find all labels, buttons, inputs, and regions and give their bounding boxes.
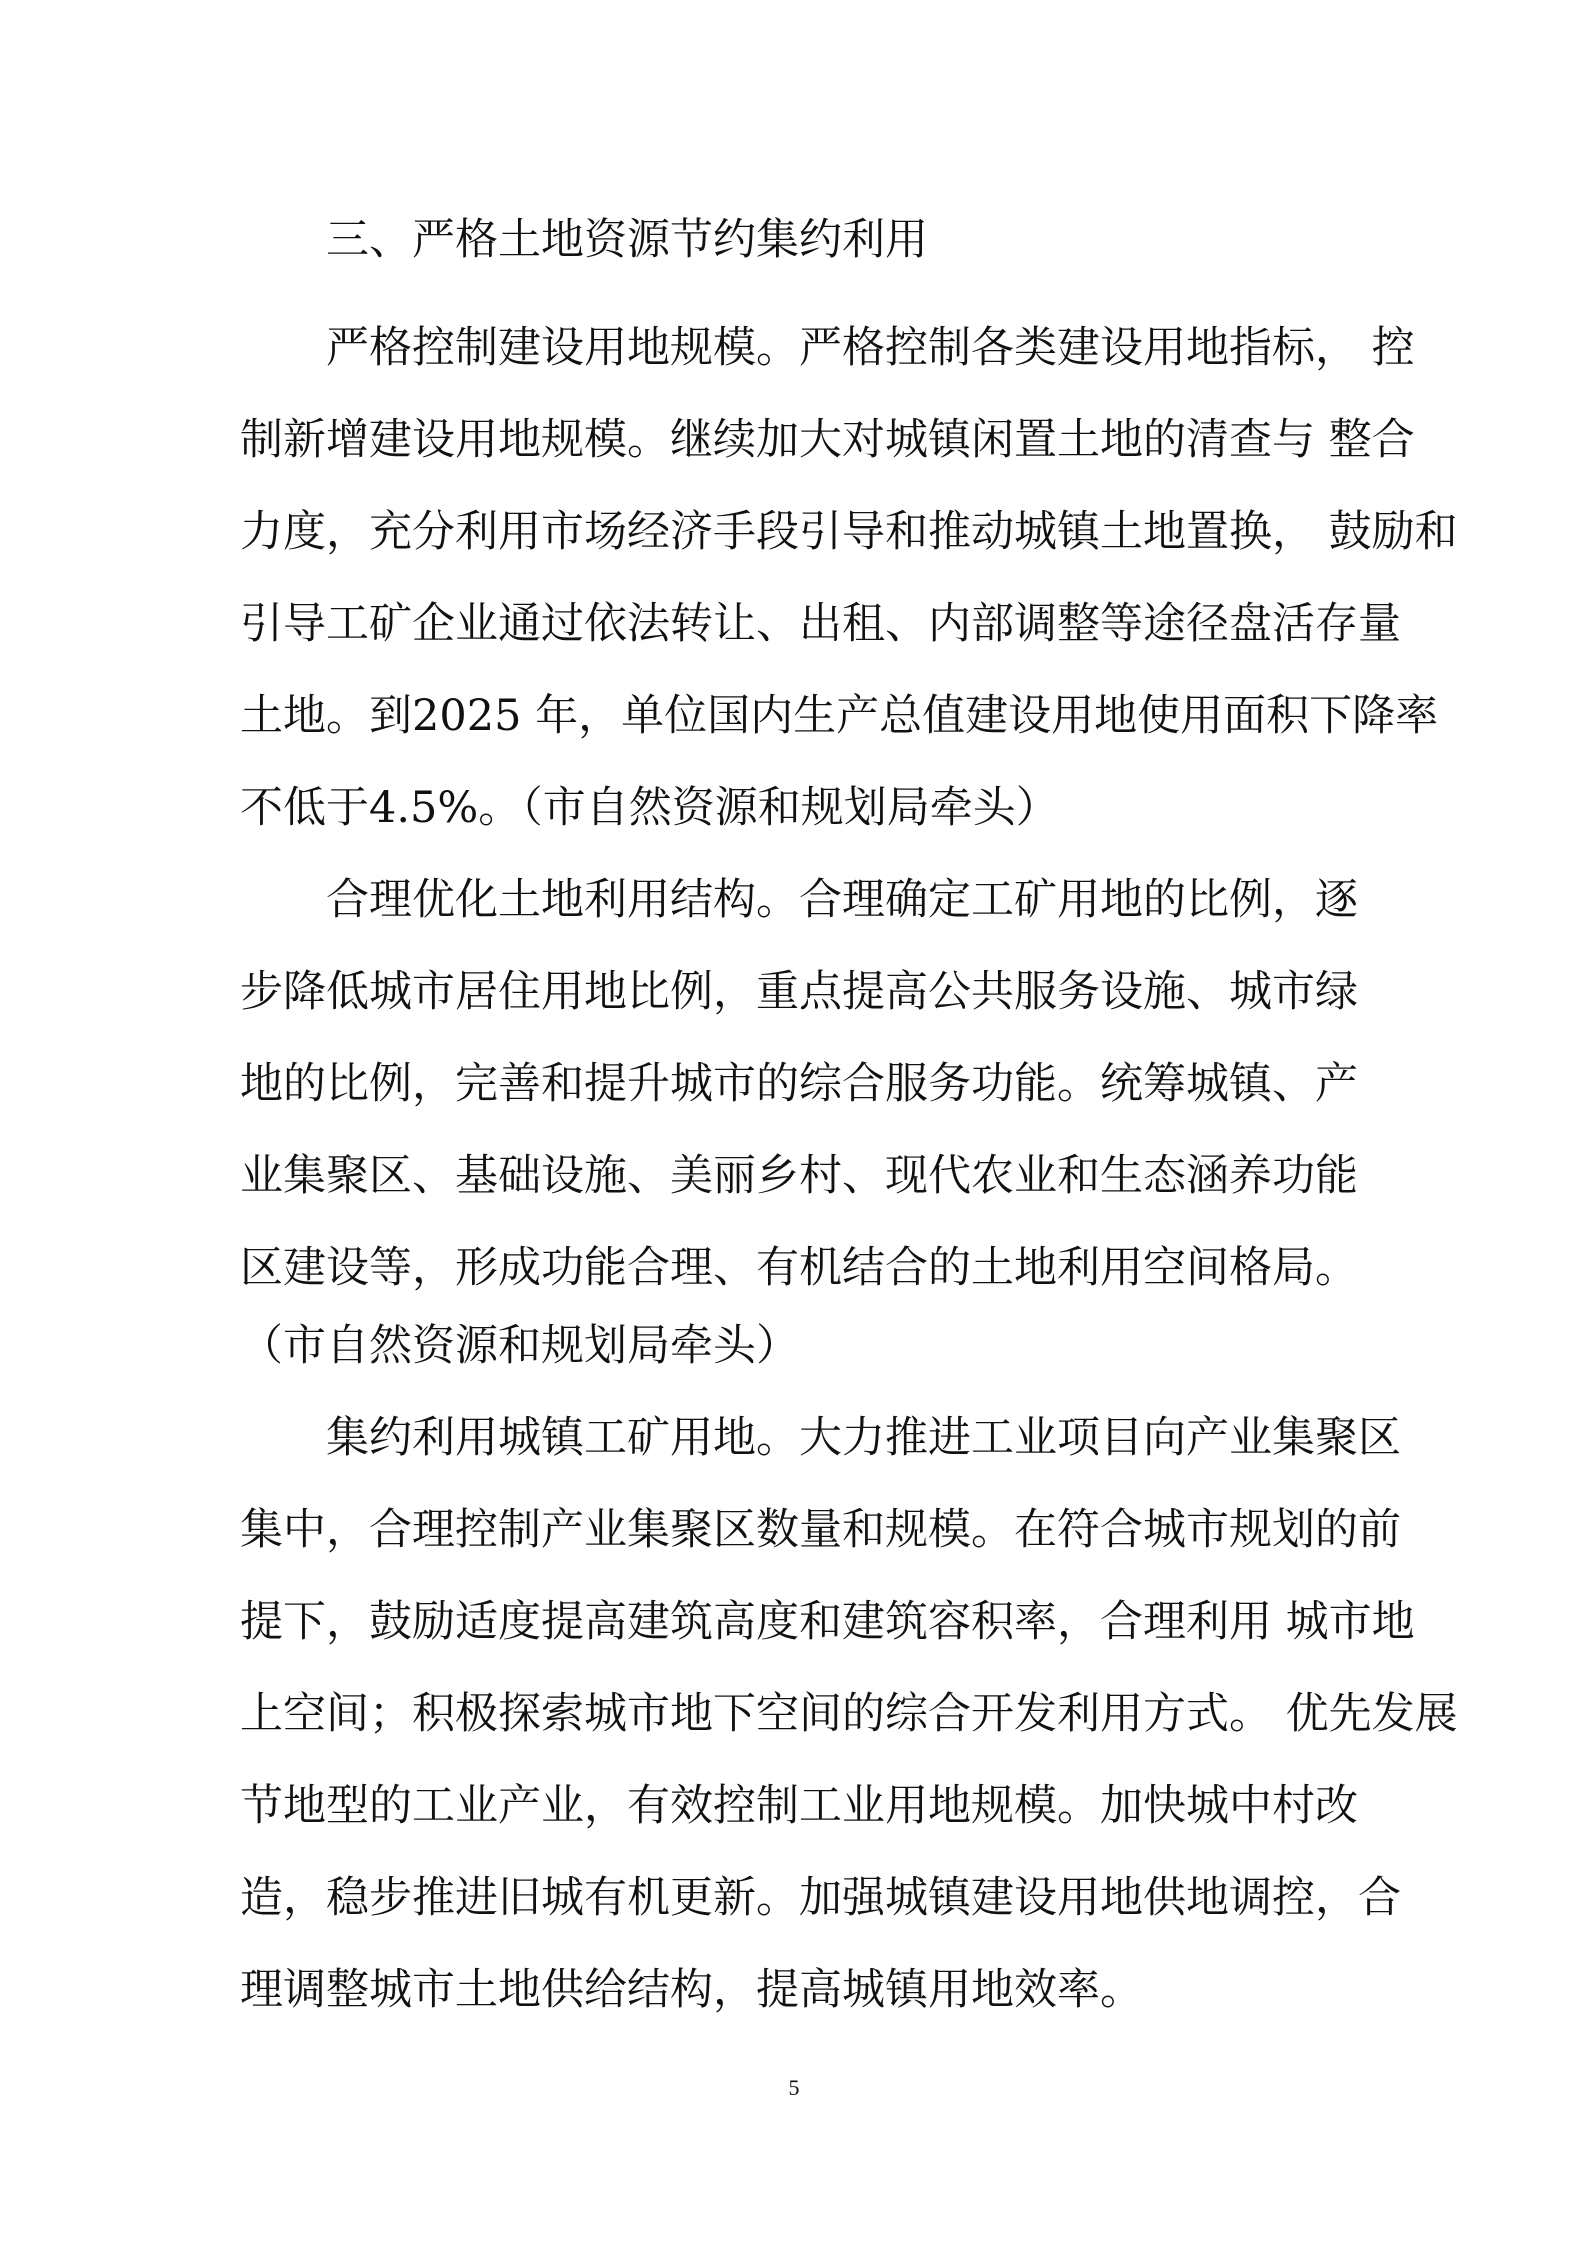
- paragraph-line: 区建设等，形成功能合理、有机结合的土地利用空间格局。: [240, 1243, 1358, 1293]
- paragraph-line: 节地型的工业产业，有效控制工业用地规模。加快城中村改: [240, 1781, 1358, 1831]
- paragraph-line: 力度，充分利用市场经济手段引导和推动城镇土地置换， 鼓励和: [240, 507, 1458, 557]
- paragraph-line: 集约利用城镇工矿用地。大力推进工业项目向产业集聚区: [326, 1413, 1401, 1463]
- paragraph-line: 步降低城市居住用地比例，重点提高公共服务设施、城市绿: [240, 967, 1358, 1017]
- paragraph-line: 合理优化土地利用结构。合理确定工矿用地的比例，逐: [326, 875, 1358, 925]
- paragraph-line: （市自然资源和规划局牵头）: [240, 1321, 799, 1371]
- paragraph-line: 上空间；积极探索城市地下空间的综合开发利用方式。 优先发展: [240, 1689, 1458, 1739]
- paragraph-line: 业集聚区、基础设施、美丽乡村、现代农业和生态涵养功能: [240, 1151, 1358, 1201]
- paragraph-line: 理调整城市土地供给结构，提高城镇用地效率。: [240, 1965, 1143, 2015]
- paragraph-line: 制新增建设用地规模。继续加大对城镇闲置土地的清查与 整合: [240, 415, 1415, 465]
- page-number: 5: [788, 2075, 800, 2100]
- paragraph-line: 造，稳步推进旧城有机更新。加强城镇建设用地供地调控，合: [240, 1873, 1401, 1923]
- paragraph-line: 土地。到2025 年，单位国内生产总值建设用地使用面积下降率: [240, 691, 1439, 741]
- paragraph-line: 不低于4.5%。（市自然资源和规划局牵头）: [240, 783, 1059, 833]
- paragraph-line: 提下，鼓励适度提高建筑高度和建筑容积率，合理利用 城市地: [240, 1597, 1415, 1647]
- section-heading: 三、严格土地资源节约集约利用: [326, 215, 928, 265]
- paragraph-line: 地的比例，完善和提升城市的综合服务功能。统筹城镇、产: [240, 1059, 1358, 1109]
- paragraph-line: 引导工矿企业通过依法转让、出租、内部调整等途径盘活存量: [240, 599, 1401, 649]
- paragraph-line: 集中，合理控制产业集聚区数量和规模。在符合城市规划的前: [240, 1505, 1401, 1555]
- paragraph-line: 严格控制建设用地规模。严格控制各类建设用地指标， 控: [326, 323, 1415, 373]
